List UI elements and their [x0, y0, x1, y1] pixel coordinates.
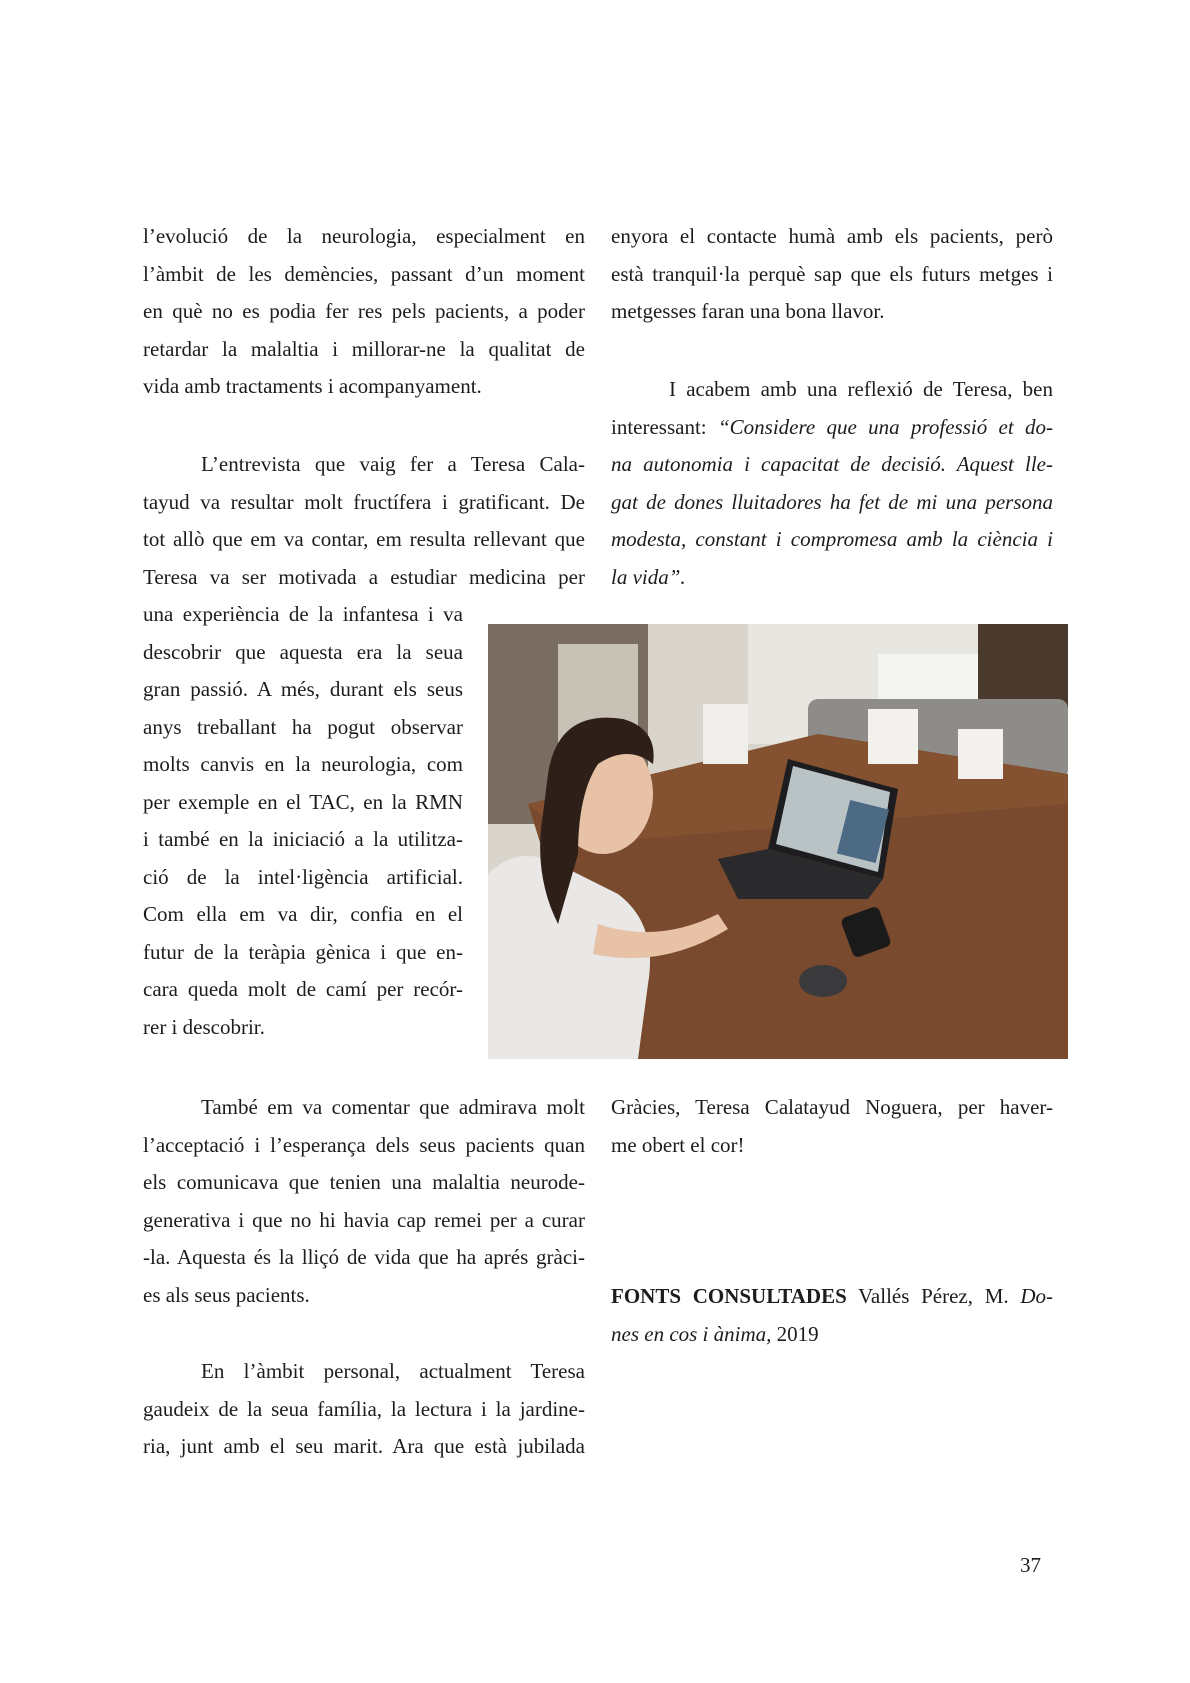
quote-line: na autonomia i capacitat de decisió. Aquest lle-	[611, 452, 1053, 476]
text-line: ria, junt amb el seu marit. Ara que està jubilada	[143, 1434, 585, 1458]
text-line: gran passió. A més, durant els seus	[143, 677, 463, 701]
text-line: enyora el contacte humà amb els pacients, però	[611, 224, 1053, 248]
text-line: Com ella em va dir, confia en el	[143, 902, 463, 926]
text-line: Teresa va ser motivada a estudiar medicina per	[143, 564, 585, 589]
right-paragraph-1	[611, 218, 1053, 331]
text-line: vida amb tractaments i acompanyament.	[143, 374, 482, 398]
left-paragraph-3	[143, 1089, 585, 1314]
sources-line-1	[611, 1278, 1053, 1316]
text-line: molts canvis en la neurologia, com	[143, 752, 463, 776]
sources-title-part2: nes en cos i ànima,	[611, 1321, 772, 1346]
right-p2-lead: interessant:	[611, 414, 707, 439]
right-paragraph-2	[611, 371, 1053, 596]
sources	[611, 1278, 1053, 1353]
left-paragraph-2-narrow	[143, 596, 463, 1046]
sources-year: 2019	[776, 1321, 819, 1346]
text-line: retardar la malaltia i millorar-ne la qualitat de	[143, 336, 585, 361]
text-line: tayud va resultar molt fructífera i gratificant. De	[143, 489, 585, 514]
text-line: generativa i que no hi havia cap remei per a curar	[143, 1207, 585, 1232]
left-paragraph-1	[143, 218, 585, 406]
sources-title-part1: Do-	[1020, 1284, 1053, 1308]
text-line: L’entrevista que vaig fer a Teresa Cala-	[201, 452, 585, 476]
quote-line: gat de dones lluitadores ha fet de mi una persona	[611, 489, 1053, 514]
text-line: els comunicava que tenien una malaltia neurode-	[143, 1170, 585, 1194]
right-p2-line2	[611, 409, 1053, 447]
right-p2-intro: I acabem amb una reflexió de Teresa, ben	[669, 377, 1053, 401]
right-paragraph-3	[611, 1089, 1053, 1164]
text-line: l’evolució de la neurologia, especialment en	[143, 224, 585, 248]
text-line: me obert el cor!	[611, 1132, 745, 1157]
left-paragraph-4	[143, 1353, 585, 1466]
text-line: es als seus pacients.	[143, 1282, 310, 1307]
text-line: l’àmbit de les demències, passant d’un moment	[143, 261, 585, 286]
sources-author: Vallés Pérez, M.	[858, 1284, 1009, 1308]
text-line: gaudeix de la seua família, la lectura i la jardine-	[143, 1396, 585, 1421]
sources-label: FONTS CONSULTADES	[611, 1284, 847, 1308]
left-paragraph-2-full	[143, 446, 585, 596]
text-line: una experiència de la infantesa i va	[143, 602, 463, 626]
text-line: l’acceptació i l’esperança dels seus pacients quan	[143, 1132, 585, 1157]
text-line: metgesses faran una bona llavor.	[611, 299, 885, 323]
text-line: està tranquil·la perquè sap que els futurs metges i	[611, 261, 1053, 286]
quote-line-1: “Considere que una professió et do-	[717, 414, 1053, 439]
quote-line: la vida”.	[611, 564, 686, 589]
text-line: rer i descobrir.	[143, 1014, 265, 1039]
text-line: i també en la iniciació a la utilitza-	[143, 827, 463, 851]
text-line: en què no es podia fer res pels pacients, a poder	[143, 299, 585, 323]
text-line: anys treballant ha pogut observar	[143, 714, 463, 739]
text-line: -la. Aquesta és la lliçó de vida que ha aprés gràci-	[143, 1245, 585, 1269]
text-line: descobrir que aquesta era la seua	[143, 639, 463, 664]
text-line: Gràcies, Teresa Calatayud Noguera, per haver-	[611, 1095, 1053, 1119]
text-line: tot allò que em va contar, em resulta rellevant que	[143, 527, 585, 551]
text-line: També em va comentar que admirava molt	[201, 1095, 585, 1119]
text-line: futur de la teràpia gènica i que en-	[143, 939, 463, 964]
text-line: per exemple en el TAC, en la RMN	[143, 789, 463, 814]
quote-line: modesta, constant i compromesa amb la ciència i	[611, 527, 1053, 551]
text-line: ció de la intel·ligència artificial.	[143, 864, 463, 889]
page-number: 37	[1020, 1553, 1041, 1577]
text-line: cara queda molt de camí per recór-	[143, 977, 463, 1001]
sources-line-2	[611, 1316, 1053, 1354]
photo-woman-video-call	[488, 624, 1068, 1059]
text-line: En l’àmbit personal, actualment Teresa	[201, 1359, 585, 1383]
